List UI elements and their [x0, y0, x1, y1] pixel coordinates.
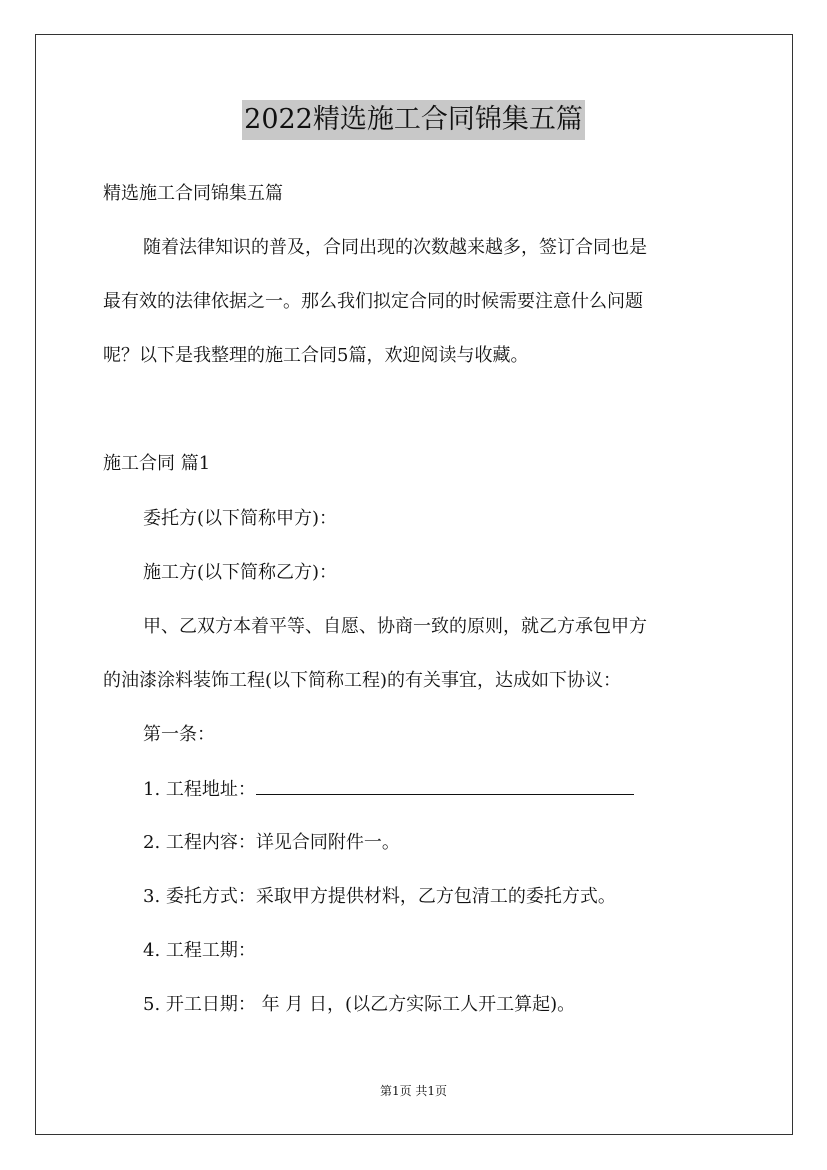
- item-project-content: 2. 工程内容：详见合同附件一。: [143, 832, 400, 853]
- page-footer: 第1页 共1页: [379, 1084, 448, 1098]
- item-project-address-label: 1. 工程地址：: [143, 779, 256, 800]
- item-commission-method: 3. 委托方式：采取甲方提供材料，乙方包清工的委托方式。: [143, 886, 616, 907]
- article-heading: 第一条：: [143, 724, 215, 745]
- item-project-duration: 4. 工程工期：: [143, 940, 256, 961]
- intro-line-2: 最有效的法律依据之一。那么我们拟定合同的时候需要注意什么问题: [103, 291, 643, 312]
- title-container: [0, 100, 827, 140]
- item-project-address: [143, 777, 634, 802]
- agreement-line-1: 甲、乙双方本着平等、自愿、协商一致的原则，就乙方承包甲方: [143, 616, 647, 637]
- party-b-label: 施工方(以下简称乙方)：: [143, 562, 338, 583]
- party-a-label: 委托方(以下简称甲方)：: [143, 508, 338, 529]
- document-subtitle: 精选施工合同锦集五篇: [103, 183, 283, 204]
- intro-line-3: 呢？以下是我整理的施工合同5篇，欢迎阅读与收藏。: [103, 345, 529, 366]
- document-title: 2022精选施工合同锦集五篇: [242, 100, 585, 140]
- intro-line-1: 随着法律知识的普及，合同出现的次数越来越多，签订合同也是: [143, 237, 647, 258]
- section-heading: 施工合同 篇1: [103, 453, 211, 474]
- item-start-date: 5. 开工日期： 年 月 日，(以乙方实际工人开工算起)。: [143, 994, 576, 1015]
- agreement-line-2: 的油漆涂料装饰工程(以下简称工程)的有关事宜，达成如下协议：: [103, 670, 622, 691]
- address-blank-line: [256, 777, 634, 795]
